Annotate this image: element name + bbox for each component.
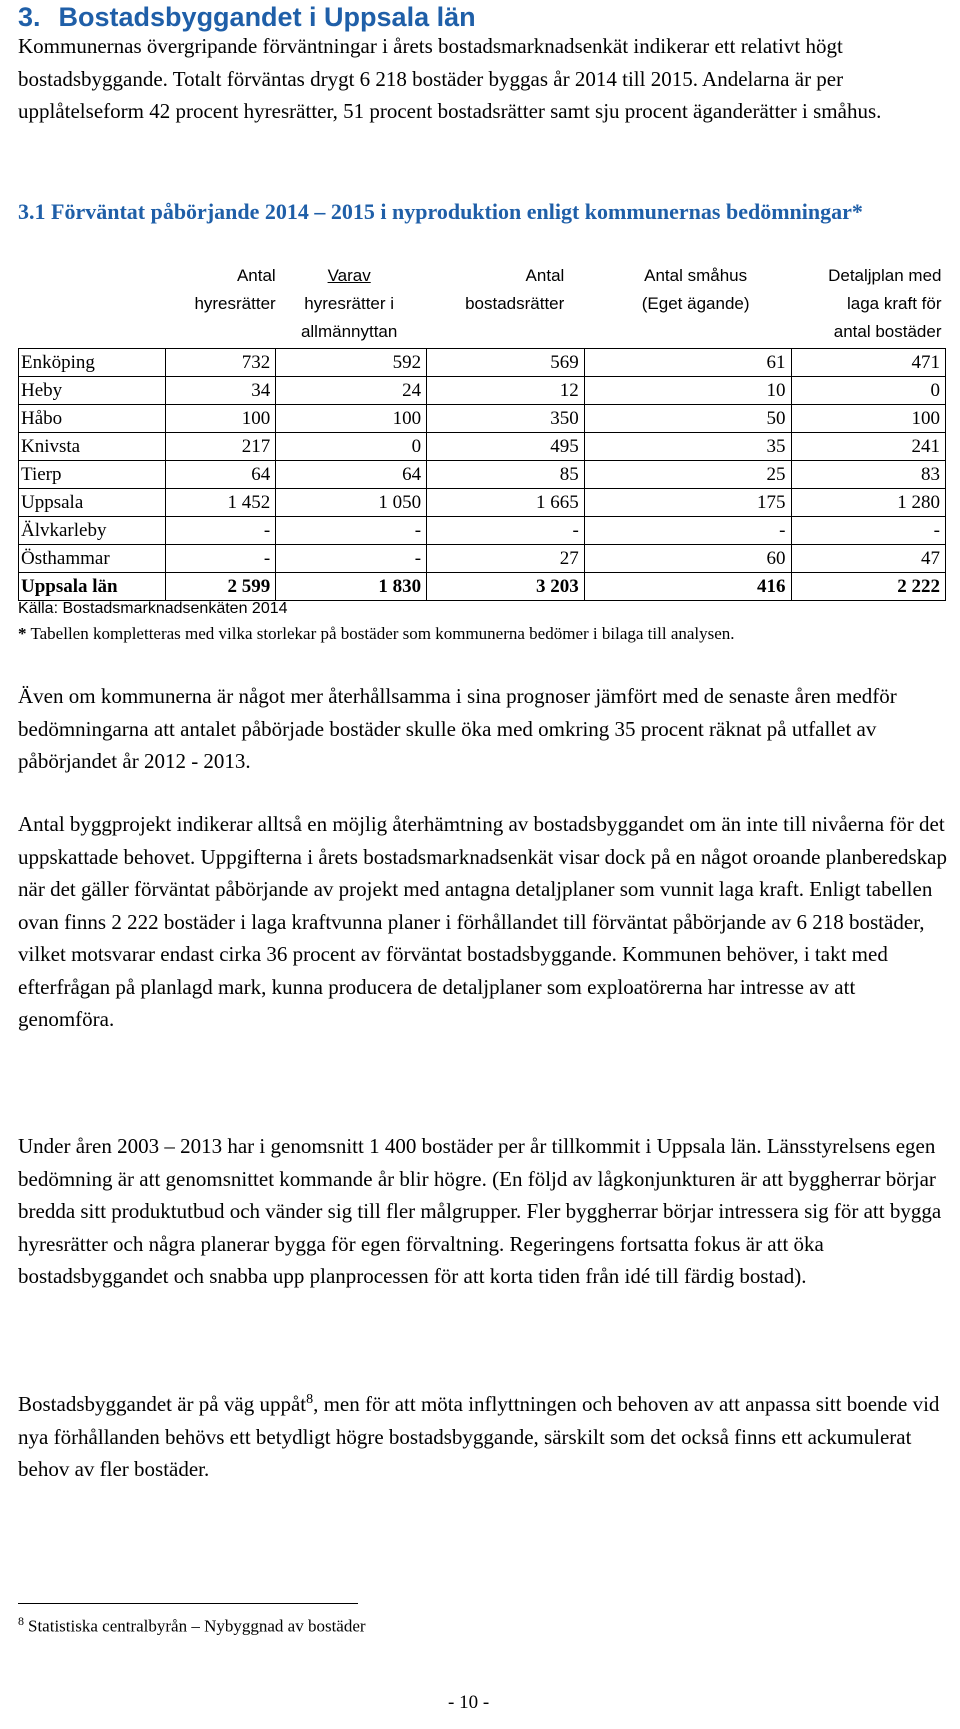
paragraph-2: Antal byggprojekt indikerar alltså en möjlig återhämtning av bostadsbyggandet om än inte till nivåerna för det uppskattade behovet. Uppgifterna i årets bostadsmarknadsenkät visar dock på en något oroande planberedskap när det gäller förväntat påbörjande av projekt med antagna detaljplaner som vunnit laga kraft. Enligt tabellen ovan finns 2 222 bostäder i laga kraftvunna planer i förhållandet till förväntat påbörjande av 6 218 bostäder, vilket motsvarar endast cirka 36 procent av förväntat bostadsbyggande. Kommunen behöver, i takt med efterfrågan på planlagd mark, kunna producera de detaljplaner som exploatörerna har intresse av att genomföra. bbox=[18, 812, 947, 1031]
table-row: Tierp 64 64 85 25 83 bbox=[19, 461, 946, 489]
table-row: Enköping 732 592 569 61 471 bbox=[19, 349, 946, 377]
col-header-allmannyttan: Varav hyresrätter i allmännyttan bbox=[300, 266, 398, 341]
table-source: Källa: Bostadsmarknadsenkäten 2014 bbox=[18, 600, 288, 617]
footnote-divider bbox=[18, 1603, 358, 1604]
table-body bbox=[19, 349, 946, 601]
housing-table bbox=[18, 262, 946, 601]
col-header-smahus: Antal småhus (Eget ägande) bbox=[641, 266, 750, 313]
intro-paragraph: Kommunernas övergripande förväntningar i årets bostadsmarknadsenkät indikerar ett relativt högt bostadsbyggande. Totalt förväntas drygt 6 218 bostäder byggas år 2014 till 2015. Andelarna är per upplåtelseform 42 procent hyresrätter, 51 procent bostadsrätter samt sju procent äganderätter i småhus. bbox=[18, 34, 882, 123]
paragraph-1: Även om kommunerna är något mer återhållsamma i sina prognoser jämfört med de senaste åren medför bedömningarna att antalet påbörjade bostäder skulle öka med omkring 35 procent räknat på utfallet av påbörjandet år 2012 - 2013. bbox=[18, 684, 897, 773]
table-header-row bbox=[19, 262, 946, 349]
table-title: 3.1 Förväntat påbörjande 2014 – 2015 i nyproduktion enligt kommunernas bedömningar* bbox=[18, 199, 863, 224]
table-total-row: Uppsala län 2 599 1 830 3 203 416 2 222 bbox=[19, 573, 946, 601]
table-row: Östhammar - - 27 60 47 bbox=[19, 545, 946, 573]
footnote-ref[interactable]: 8 bbox=[306, 1392, 314, 1407]
table-row: Älvkarleby - - - - - bbox=[19, 517, 946, 545]
page-number: - 10 - bbox=[448, 1692, 490, 1713]
table-row: Uppsala 1 452 1 050 1 665 175 1 280 bbox=[19, 489, 946, 517]
table-footnote: * Tabellen kompletteras med vilka storlekar på bostäder som kommunerna bedömer i bilaga till analysen. bbox=[18, 624, 735, 643]
paragraph-3: Under åren 2003 – 2013 har i genomsnitt 1 400 bostäder per år tillkommit i Uppsala län. Länsstyrelsens egen bedömning är att genomsnittet kommande år blir högre. (En följd av lågkonjunkturen är att byggherrar börjar bredda sitt produktutbud och vänder sig till fler målgrupper. Fler byggherrar börjar intressera sig för att bygga hyresrätter och några planerar bygga för egen förvaltning. Regeringens fortsatta fokus är att öka bostadsbyggandet och snabba upp planprocessen för att korta tiden från idé till färdig bostad). bbox=[18, 1134, 942, 1288]
table-row: Knivsta 217 0 495 35 241 bbox=[19, 433, 946, 461]
section-heading: 3. Bostadsbyggandet i Uppsala län bbox=[18, 2, 476, 32]
table-row: Heby 34 24 12 10 0 bbox=[19, 377, 946, 405]
col-header-hyresratter: Antal hyresrätter bbox=[194, 266, 276, 313]
col-header-detaljplan: Detaljplan med laga kraft för antal bostäder bbox=[828, 266, 942, 341]
paragraph-4: Bostadsbyggandet är på väg uppåt$^8$, men för att möta inflyttningen och behoven av att anpassa sitt boende vid nya förhållanden behövs ett betydligt högre bostadsbyggande, särskilt som det också finns ett ackumulerat behov av fler bostäder. bbox=[18, 1392, 940, 1481]
table-row: Håbo 100 100 350 50 100 bbox=[19, 405, 946, 433]
footnote: $^8$ Statistiska centralbyrån – Nybyggnad av bostäder bbox=[18, 1614, 366, 1636]
col-header-bostadsratter: Antal bostadsrätter bbox=[465, 266, 565, 313]
